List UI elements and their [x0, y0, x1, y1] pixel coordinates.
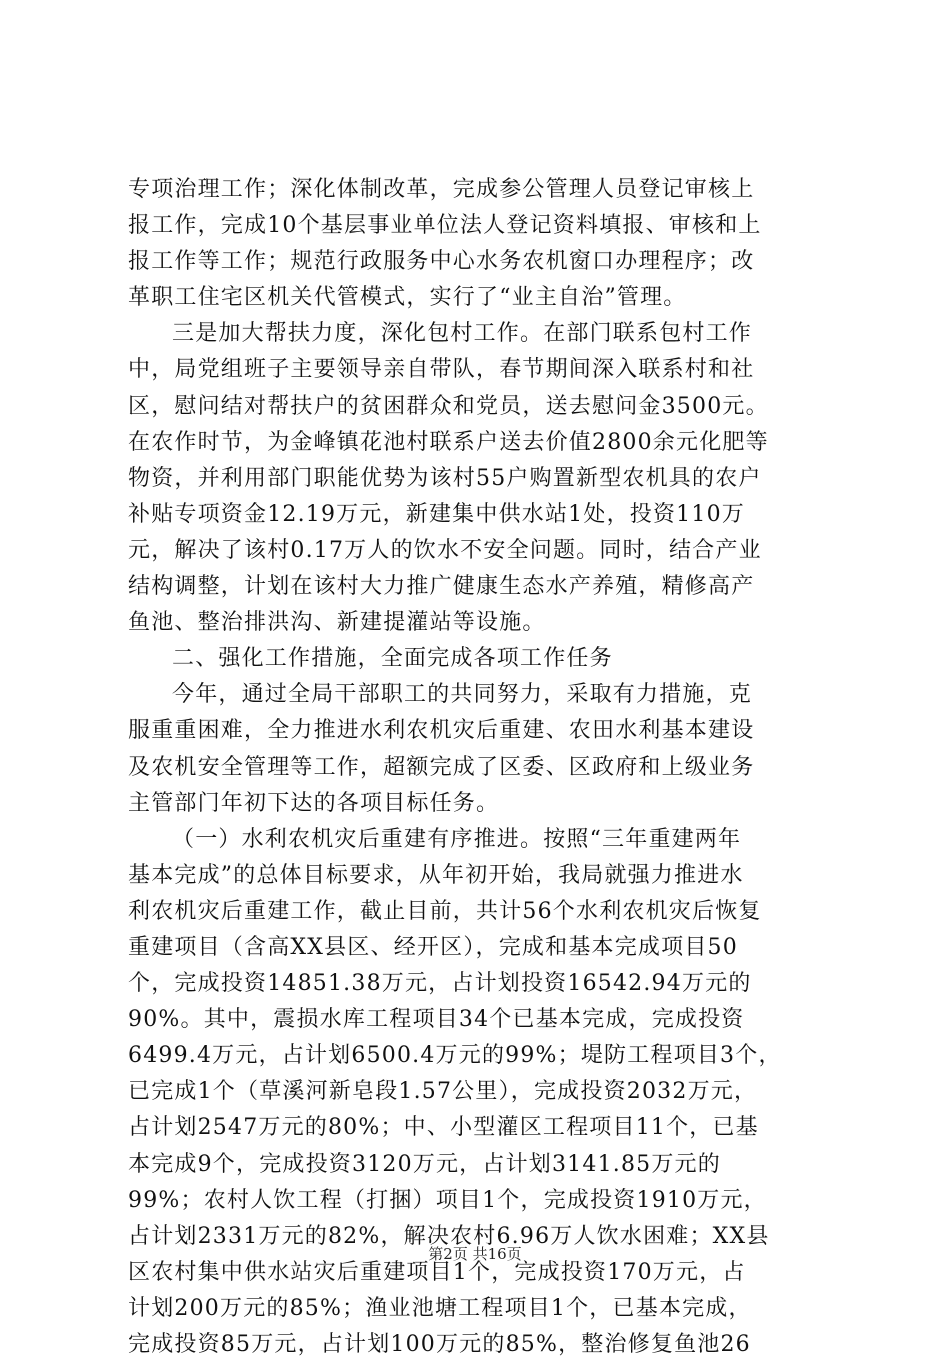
- body-line: 占计划2331万元的82%，解决农村6.96万人饮水困难；XX县: [128, 1223, 770, 1249]
- body-line: 专项治理工作；深化体制改革，完成参公管理人员登记审核上: [128, 177, 755, 202]
- body-line: 中，局党组班子主要领导亲自带队，春节期间深入联系村和社: [128, 357, 755, 383]
- body-line: 基本完成”的总体目标要求，从年初开始，我局就强力推进水: [128, 862, 744, 888]
- page-number-footer: 第2页 共16页: [428, 1245, 522, 1263]
- body-line: 区农村集中供水站灾后重建项目1个，完成投资170万元，占: [128, 1259, 746, 1285]
- body-line: 重建项目（含高XX县区、经开区），完成和基本完成项目50: [128, 934, 738, 960]
- body-line: 物资，并利用部门职能优势为该村55户购置新型农机具的农户: [128, 465, 762, 491]
- body-line: 及农机安全管理等工作，超额完成了区委、区政府和上级业务: [128, 754, 755, 780]
- body-line: 结构调整，计划在该村大力推广健康生态水产养殖，精修高产: [128, 574, 755, 600]
- body-line: 主管部门年初下达的各项目标任务。: [128, 790, 500, 816]
- body-line: 90%。其中，震损水库工程项目34个已基本完成，完成投资: [128, 1007, 745, 1033]
- body-line: （一）水利农机灾后重建有序推进。按照“三年重建两年: [172, 826, 742, 852]
- body-line: 今年，通过全局干部职工的共同努力，采取有力措施，克: [172, 682, 753, 708]
- body-line: 已完成1个（草溪河新皂段1.57公里），完成投资2032万元，: [128, 1079, 758, 1105]
- body-line: 报工作，完成10个基层事业单位法人登记资料填报、审核和上: [128, 213, 762, 239]
- body-line: 个，完成投资14851.38万元，占计划投资16542.94万元的: [128, 971, 752, 997]
- body-line: 鱼池、整治排洪沟、新建提灌站等设施。: [128, 610, 546, 636]
- body-line: 计划200万元的85%；渔业池塘工程项目1个，已基本完成，: [128, 1295, 752, 1321]
- body-line: 补贴专项资金12.19万元，新建集中供水站1处，投资110万: [128, 501, 745, 527]
- document-body: [128, 172, 838, 1363]
- body-line: 占计划2547万元的80%；中、小型灌区工程项目11个，已基: [128, 1115, 759, 1141]
- body-line: 区，慰问结对帮扶户的贫困群众和党员，送去慰问金3500元。: [128, 393, 769, 419]
- body-line: 本完成9个，完成投资3120万元，占计划3141.85万元的: [128, 1151, 721, 1177]
- body-line: 在农作时节，为金峰镇花池村联系户送去价值2800余元化肥等: [128, 429, 769, 455]
- body-line: 革职工住宅区机关代管模式，实行了“业主自治”管理。: [128, 285, 687, 311]
- body-line: 元，解决了该村0.17万人的饮水不安全问题。同时，结合产业: [128, 537, 762, 563]
- body-line: 利农机灾后重建工作，截止目前，共计56个水利农机灾后恢复: [128, 898, 762, 924]
- body-line: 服重重困难，全力推进水利农机灾后重建、农田水利基本建设: [128, 718, 755, 744]
- body-line: 报工作等工作；规范行政服务中心水务农机窗口办理程序；改: [128, 249, 755, 275]
- body-line: 99%；农村人饮工程（打捆）项目1个，完成投资1910万元，: [128, 1187, 767, 1213]
- body-line: 三是加大帮扶力度，深化包村工作。在部门联系包村工作: [172, 321, 753, 347]
- body-line: 6499.4万元，占计划6500.4万元的99%；堤防工程项目3个，: [128, 1043, 782, 1069]
- body-line: 二、强化工作措施，全面完成各项工作任务: [172, 646, 613, 672]
- body-line: 完成投资85万元，占计划100万元的85%，整治修复鱼池26: [128, 1332, 751, 1357]
